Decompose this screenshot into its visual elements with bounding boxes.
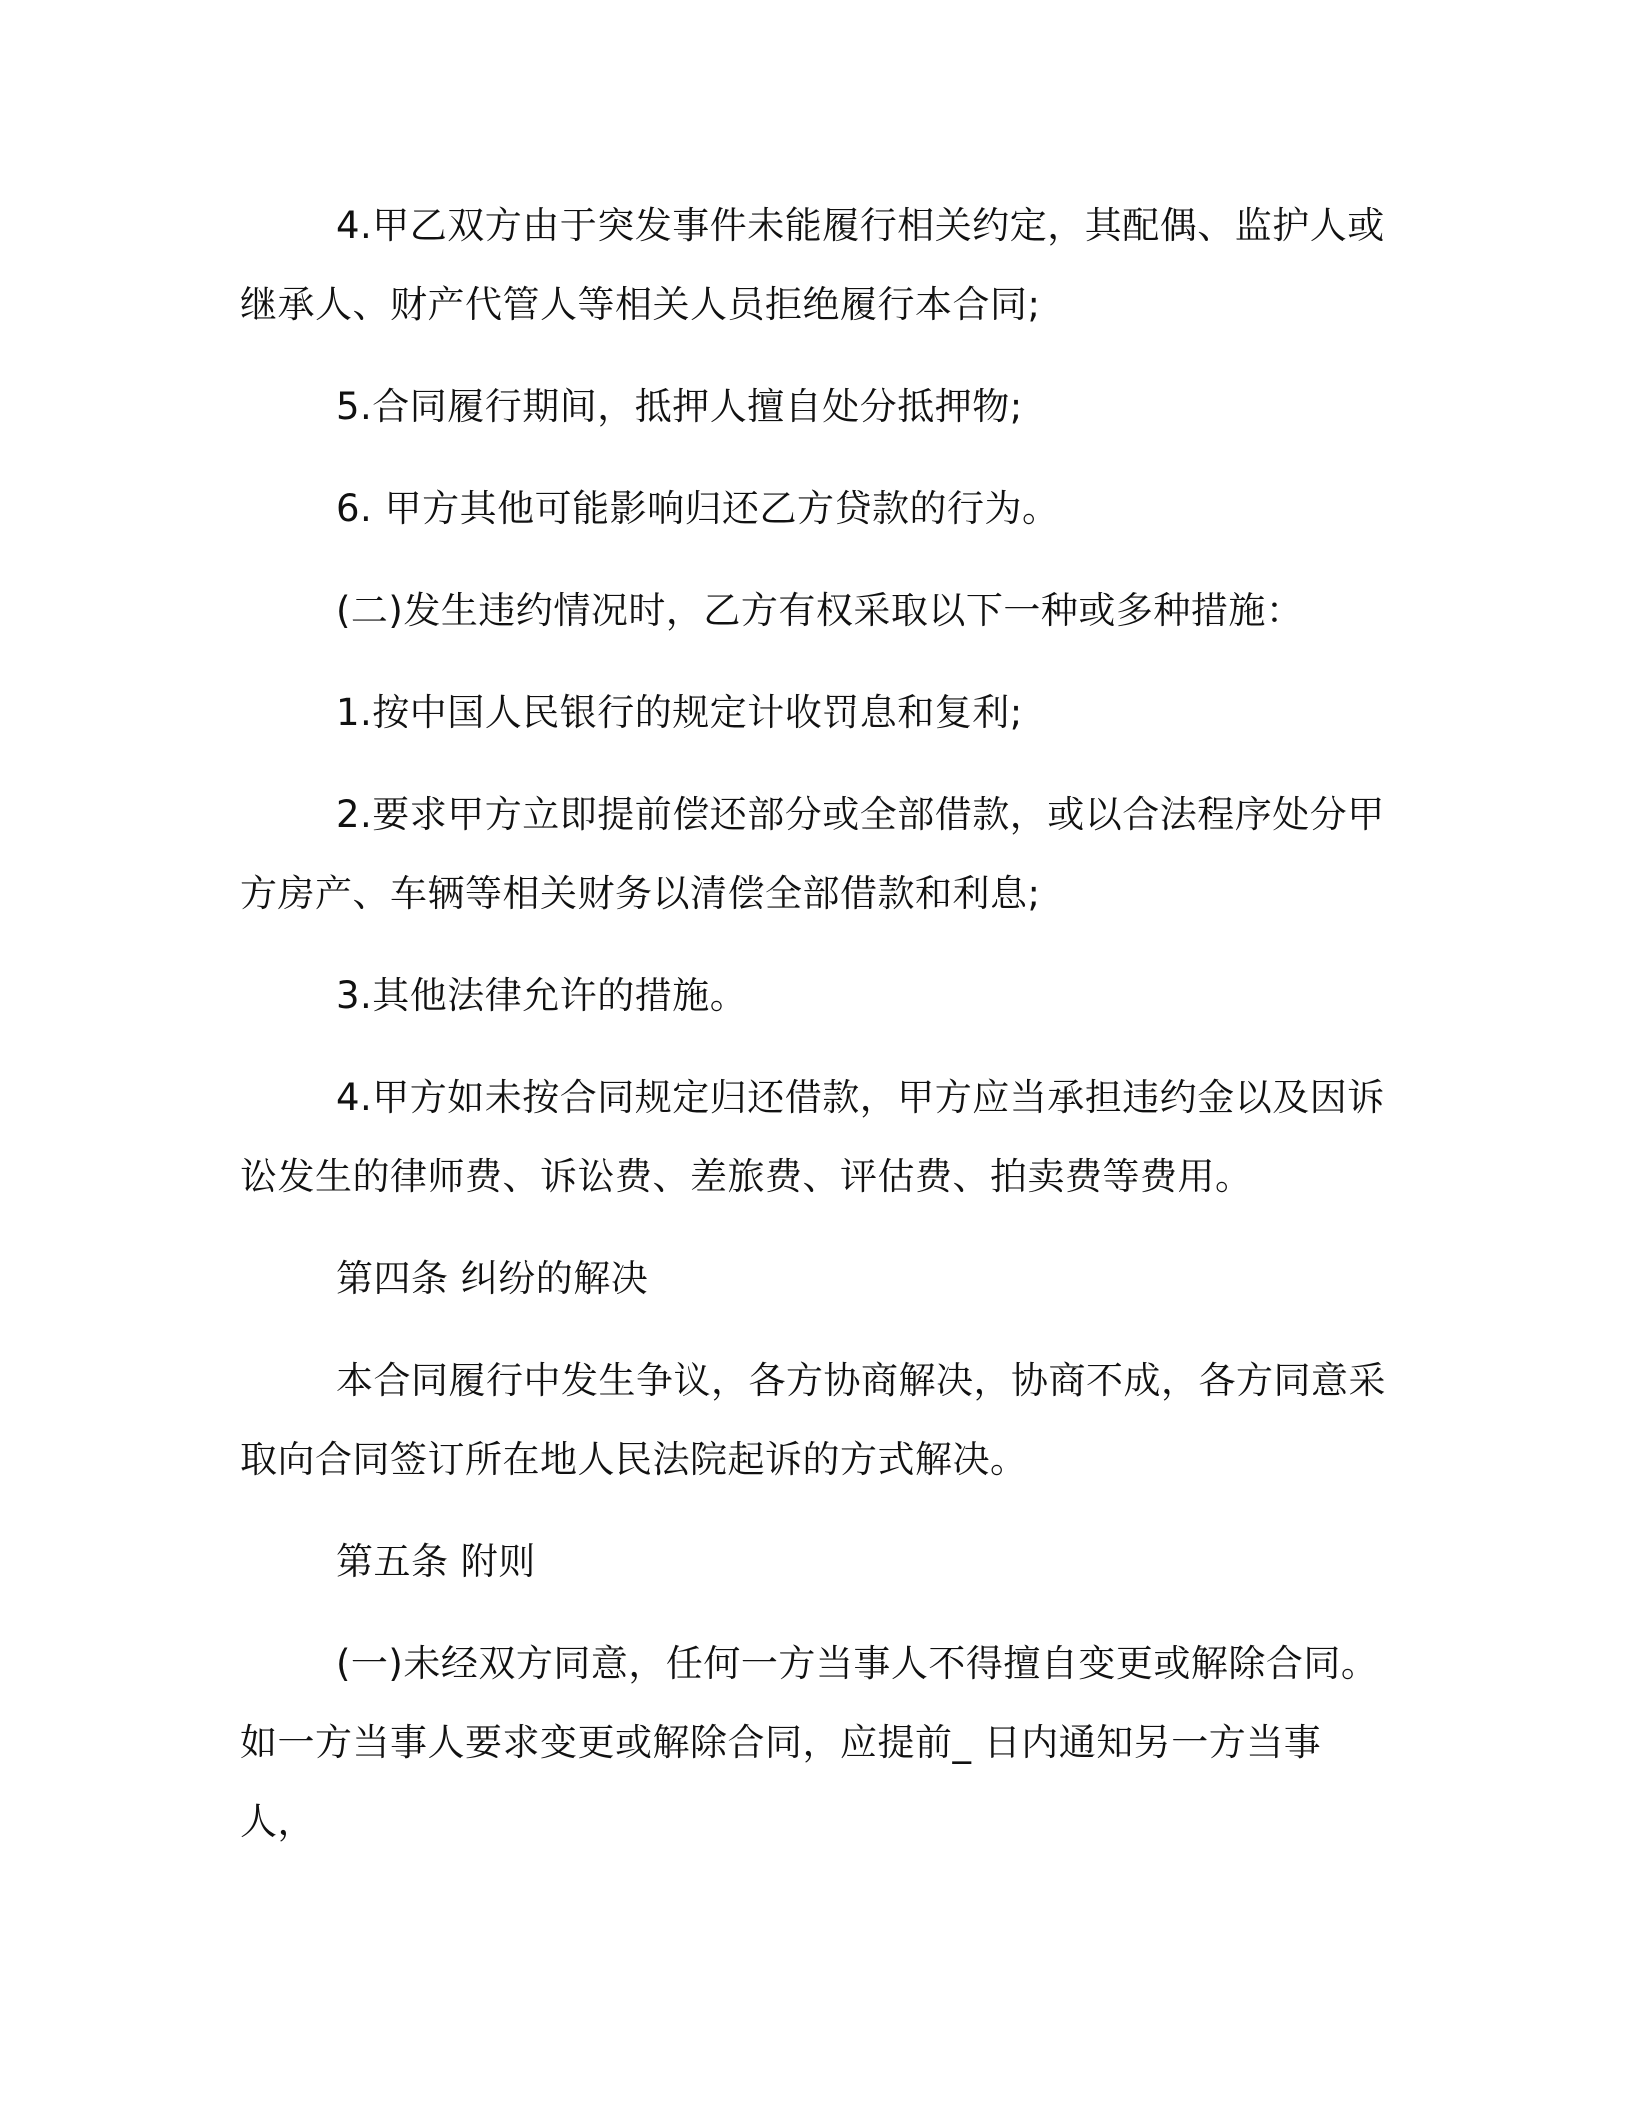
clause-breach-5-mortgagor: 5.合同履行期间，抵押人擅自处分抵押物;: [336, 385, 1023, 428]
document-body: [240, 186, 1386, 1884]
clause-remedies-heading: (二)发生违约情况时，乙方有权采取以下一种或多种措施：: [336, 589, 1304, 632]
clause-remedy-4-costs: 4.甲方如未按合同规定归还借款，甲方应当承担违约金以及因诉讼发生的律师费、诉讼费、差旅费、评估费、拍卖费等费用。: [240, 1076, 1385, 1198]
article-5-heading: 第五条 附则: [336, 1540, 536, 1583]
article-4-dispute-text: 本合同履行中发生争议，各方协商解决，协商不成，各方同意采取向合同签订所在地人民法院起诉的方式解决。: [240, 1359, 1386, 1481]
clause-breach-6-other: 6. 甲方其他可能影响归还乙方贷款的行为。: [336, 487, 1060, 530]
article-4-heading: 第四条 纠纷的解决: [336, 1257, 649, 1300]
clause-remedy-3-other: 3.其他法律允许的措施。: [336, 974, 748, 1017]
clause-breach-4-successors: 4.甲乙双方由于突发事件未能履行相关约定，其配偶、监护人或继承人、财产代管人等相关人员拒绝履行本合同;: [240, 204, 1385, 326]
article-5-clause-1: (一)未经双方同意，任何一方当事人不得擅自变更或解除合同。如一方当事人要求变更或解除合同，应提前_ 日内通知另一方当事人，: [240, 1642, 1379, 1843]
clause-remedy-1-interest: 1.按中国人民银行的规定计收罚息和复利;: [336, 691, 1023, 734]
clause-remedy-2-repayment: 2.要求甲方立即提前偿还部分或全部借款，或以合法程序处分甲方房产、车辆等相关财务以清偿全部借款和利息;: [240, 793, 1385, 915]
